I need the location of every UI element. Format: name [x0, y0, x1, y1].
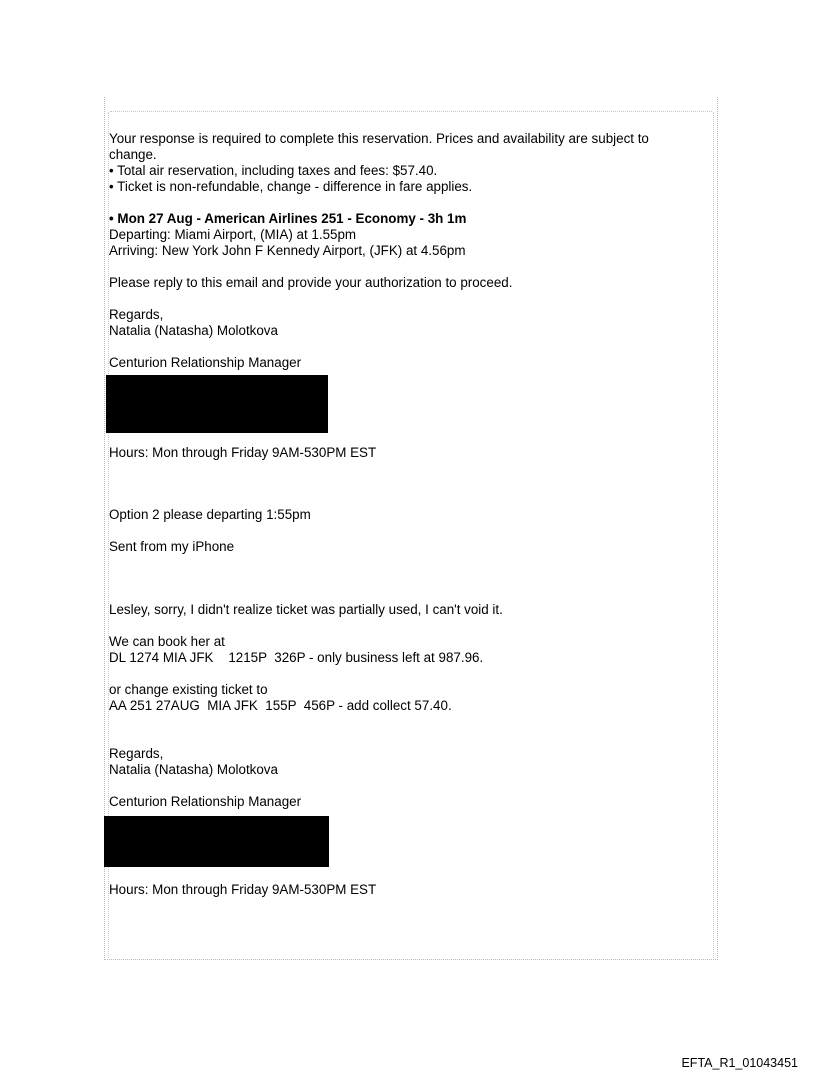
signature-name: Natalia (Natasha) Molotkova	[109, 762, 278, 777]
reply-request: Please reply to this email and provide your authorization to proceed.	[109, 275, 513, 290]
change-intro: or change existing ticket to	[109, 682, 268, 697]
email-body	[109, 131, 699, 898]
signature-regards: Regards,	[109, 746, 164, 761]
arriving-info: Arriving: New York John F Kennedy Airport, (JFK) at 4.56pm	[109, 243, 466, 258]
flight-header: • Mon 27 Aug - American Airlines 251 - Economy - 3h 1m	[109, 211, 467, 226]
business-hours: Hours: Mon through Friday 9AM-530PM EST	[109, 882, 377, 897]
frame-divider	[713, 112, 714, 958]
signature-regards: Regards,	[109, 307, 164, 322]
frame-divider	[110, 111, 712, 112]
bullet-total-price: • Total air reservation, including taxes and fees: $57.40.	[109, 163, 438, 178]
intro-text: change.	[109, 147, 157, 162]
document-id: EFTA_R1_01043451	[681, 1056, 798, 1070]
earlier-message-text: Lesley, sorry, I didn't realize ticket was partially used, I can't void it.	[109, 602, 503, 617]
departing-info: Departing: Miami Airport, (MIA) at 1.55pm	[109, 227, 357, 242]
redaction-block	[104, 816, 329, 867]
intro-text: Your response is required to complete this reservation. Prices and availability are subject to	[109, 131, 649, 146]
signature-title: Centurion Relationship Manager	[109, 355, 302, 370]
signature-name: Natalia (Natasha) Molotkova	[109, 323, 278, 338]
booking-intro: We can book her at	[109, 634, 225, 649]
booking-option: DL 1274 MIA JFK 1215P 326P - only business left at 987.96.	[109, 650, 484, 665]
change-option: AA 251 27AUG MIA JFK 155P 456P - add collect 57.40.	[109, 698, 452, 713]
redaction-block	[106, 375, 328, 433]
sent-from: Sent from my iPhone	[109, 539, 235, 554]
reply-option: Option 2 please departing 1:55pm	[109, 507, 311, 522]
signature-title: Centurion Relationship Manager	[109, 794, 302, 809]
bullet-ticket-terms: • Ticket is non-refundable, change - difference in fare applies.	[109, 179, 473, 194]
business-hours: Hours: Mon through Friday 9AM-530PM EST	[109, 445, 377, 460]
